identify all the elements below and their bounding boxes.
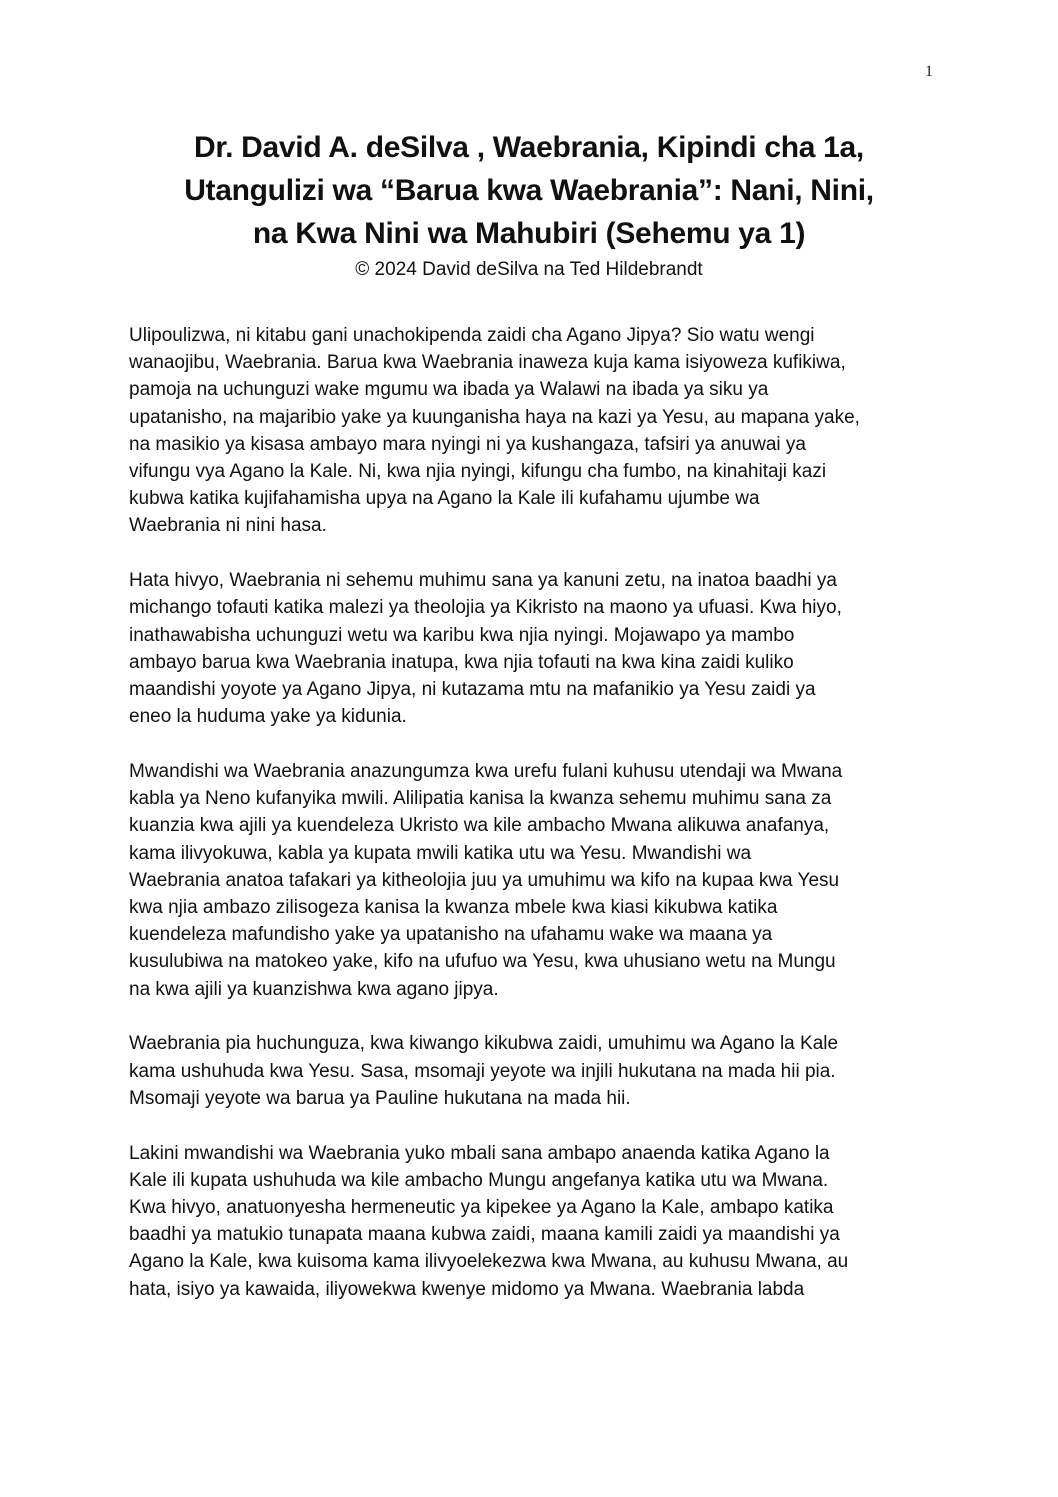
text-line: kwa njia ambazo zilisogeza kanisa la kwanza mbele kwa kiasi kikubwa katika (129, 897, 778, 919)
text-line: Agano la Kale, kwa kuisoma kama ilivyoelekezwa kwa Mwana, au kuhusu Mwana, au (129, 1251, 849, 1273)
text-line: Lakini mwandishi wa Waebrania yuko mbali sana ambapo anaenda katika Agano la (129, 1142, 830, 1164)
text-line: kubwa katika kujifahamisha upya na Agano la Kale ili kufahamu ujumbe wa (129, 488, 760, 510)
text-line: kama ilivyokuwa, kabla ya kupata mwili katika utu wa Yesu. Mwandishi wa (129, 842, 752, 864)
text-line: maandishi yoyote ya Agano Jipya, ni kutazama mtu na mafanikio ya Yesu zaidi ya (129, 679, 816, 701)
title-block (130, 126, 928, 283)
text-line: baadhi ya matukio tunapata maana kubwa zaidi, maana kamili zaidi ya maandishi ya (129, 1224, 840, 1246)
paragraph (129, 322, 937, 540)
text-line: upatanisho, na majaribio yake ya kuunganisha haya na kazi ya Yesu, au mapana yake, (129, 406, 860, 428)
page-number: 1 (925, 63, 933, 80)
text-line: kuanzia kwa ajili ya kuendeleza Ukristo wa kile ambacho Mwana alikuwa anafanya, (129, 815, 830, 837)
text-line: wanaojibu, Waebrania. Barua kwa Waebrania inaweza kuja kama isiyoweza kufikiwa, (129, 352, 846, 374)
paragraph (129, 567, 937, 730)
text-line: inathawabisha uchunguzi wetu wa karibu kwa njia nyingi. Mojawapo ya mambo (129, 624, 795, 646)
text-line: michango tofauti katika malezi ya theolojia ya Kikristo na maono ya ufuasi. Kwa hiyo, (129, 597, 842, 619)
paragraph (129, 1030, 937, 1112)
text-line: Msomaji yeyote wa barua ya Pauline hukutana na mada hii. (129, 1087, 631, 1109)
document-title (130, 126, 928, 255)
text-line: Ulipoulizwa, ni kitabu gani unachokipenda zaidi cha Agano Jipya? Sio watu wengi (129, 325, 815, 346)
text-line: na kwa ajili ya kuanzishwa kwa agano jipya. (129, 978, 499, 1000)
text-line: Waebrania pia huchunguza, kwa kiwango kikubwa zaidi, umuhimu wa Agano la Kale (129, 1033, 839, 1055)
paragraph (129, 758, 937, 1003)
text-line: kabla ya Neno kufanyika mwili. Alilipatia kanisa la kwanza sehemu muhimu sana za (129, 788, 832, 810)
copyright-notice: © 2024 David deSilva na Ted Hildebrandt (355, 259, 703, 280)
text-line: Waebrania anatoa tafakari ya kitheolojia juu ya umuhimu wa kifo na kupaa kwa Yesu (129, 869, 840, 891)
text-line: na masikio ya kisasa ambayo mara nyingi ni ya kushangaza, tafsiri ya anuwai ya (129, 433, 806, 455)
text-line: eneo la huduma yake ya kidunia. (129, 706, 407, 728)
text-line: Hata hivyo, Waebrania ni sehemu muhimu sana ya kanuni zetu, na inatoa baadhi ya (129, 570, 838, 592)
title-line: na Kwa Nini wa Mahubiri (Sehemu ya 1) (252, 217, 806, 250)
text-line: Kale ili kupata ushuhuda wa kile ambacho Mungu angefanya katika utu wa Mwana. (129, 1169, 829, 1191)
text-line: Kwa hivyo, anatuonyesha hermeneutic ya kipekee ya Agano la Kale, ambapo katika (129, 1197, 834, 1219)
text-line: Waebrania ni nini hasa. (129, 515, 327, 537)
title-line: Dr. David A. deSilva , Waebrania, Kipindi cha 1a, (194, 131, 864, 164)
text-line: kama ushuhuda kwa Yesu. Sasa, msomaji yeyote wa injili hukutana na mada hii pia. (129, 1060, 836, 1082)
paragraph (129, 1140, 937, 1303)
text-line: pamoja na uchunguzi wake mgumu wa ibada ya Walawi na ibada ya siku ya (129, 379, 769, 401)
text-line: ambayo barua kwa Waebrania inatupa, kwa njia tofauti na kwa kina zaidi kuliko (129, 651, 794, 673)
text-line: hata, isiyo ya kawaida, iliyowekwa kwenye midomo ya Mwana. Waebrania labda (129, 1278, 805, 1300)
text-line: kusulubiwa na matokeo yake, kifo na ufufuo wa Yesu, kwa uhusiano wetu na Mungu (129, 951, 836, 973)
text-line: vifungu vya Agano la Kale. Ni, kwa njia nyingi, kifungu cha fumbo, na kinahitaji kazi (129, 461, 827, 483)
title-line: Utangulizi wa “Barua kwa Waebrania”: Nani, Nini, (184, 174, 874, 207)
text-line: Mwandishi wa Waebrania anazungumza kwa urefu fulani kuhusu utendaji wa Mwana (129, 761, 843, 783)
text-line: kuendeleza mafundisho yake ya upatanisho na ufahamu wake wa maana ya (129, 924, 773, 946)
document-body (129, 322, 937, 1330)
